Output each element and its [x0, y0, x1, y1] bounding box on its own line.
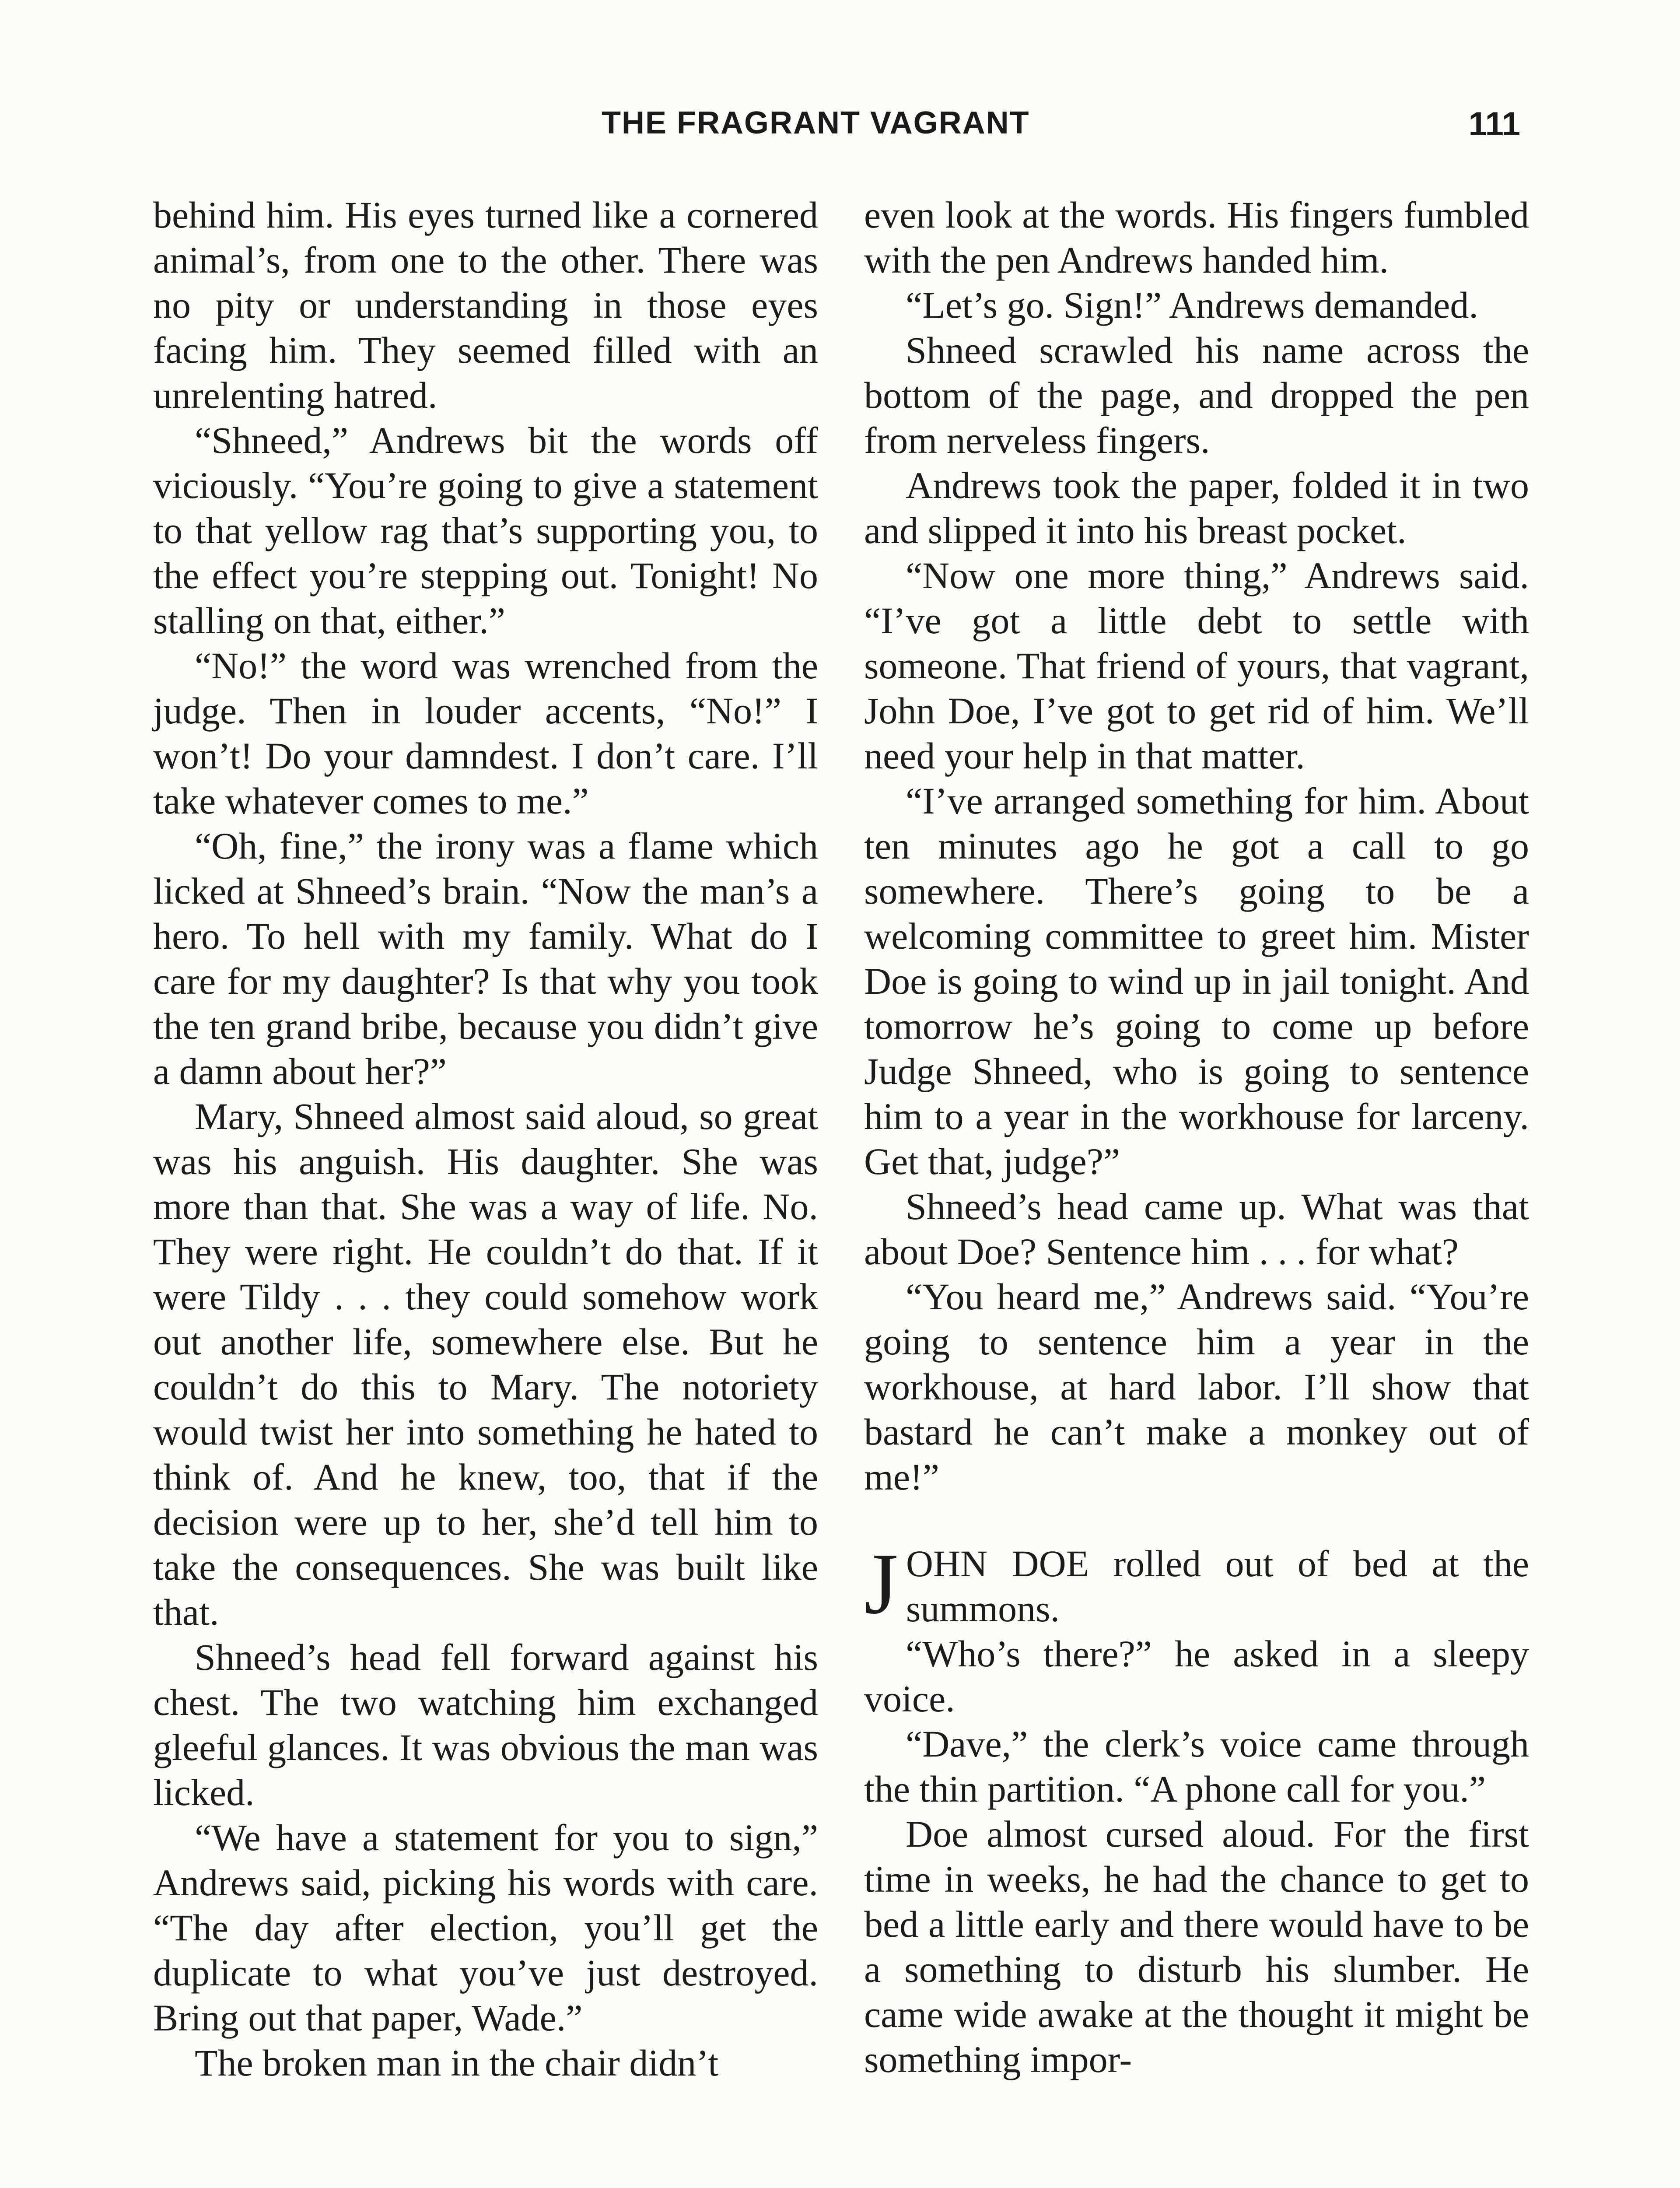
left-column: [153, 193, 818, 2086]
paragraph: “We have a statement for you to sign,” Andrews said, picking his words with care. “The day after election, you’ll get the duplicate to what you’ve just destroyed. Bring out that paper, Wade.”: [153, 1816, 818, 2039]
paragraph: Shneed scrawled his name across the bottom of the page, and dropped the pen from nerveless fingers.: [864, 329, 1529, 461]
paragraph: “Oh, fine,” the irony was a flame which licked at Shneed’s brain. “Now the man’s a hero. To hell with my family. What do I care for my daughter? Is that why you took the ten grand bribe, because you didn’t give a damn about her?”: [153, 825, 818, 1092]
page-header: [151, 105, 1520, 153]
paragraph: “Dave,” the clerk’s voice came through the thin partition. “A phone call for you.”: [864, 1723, 1529, 1810]
paragraph: “Let’s go. Sign!” Andrews demanded.: [906, 284, 1478, 326]
paragraph: even look at the words. His fingers fumbled with the pen Andrews handed him.: [864, 194, 1529, 281]
paragraph: The broken man in the chair didn’t: [195, 2042, 719, 2084]
paragraph: behind him. His eyes turned like a cornered animal’s, from one to the other. There was no pity or understanding in those eyes facing him. They seemed filled with an unrelenting hatred.: [153, 194, 818, 416]
paragraph: “No!” the word was wrenched from the judge. Then in louder accents, “No!” I won’t! Do your damndest. I don’t care. I’ll take whatever comes to me.”: [153, 645, 818, 822]
paragraph: Andrews took the paper, folded it in two and slipped it into his breast pocket.: [864, 464, 1529, 551]
paragraph: Mary, Shneed almost said aloud, so great was his anguish. His daughter. She was more than that. She was a way of life. No. They were right. He couldn’t do that. If it were Tildy . . . they could somehow work out another life, somewhere else. But he couldn’t do this to Mary. The notoriety would twist her into something he hated to think of. And he knew, too, that if the decision were up to her, she’d tell him to take the consequences. She was built like that.: [153, 1095, 818, 1633]
paragraph: “Shneed,” Andrews bit the words off viciously. “You’re going to give a statement to that yellow rag that’s supporting you, to the effect you’re stepping out. Tonight! No stalling on that, either.”: [153, 419, 818, 642]
right-column: [864, 193, 1529, 2082]
paragraph: “Now one more thing,” Andrews said. “I’ve got a little debt to settle with someone. That friend of yours, that vagrant, John Doe, I’ve got to get rid of him. We’ll need your help in that matter.: [864, 554, 1529, 777]
paragraph-text: OHN DOE rolled out of bed at the summons.: [906, 1543, 1529, 1630]
page-number: 111: [1468, 105, 1520, 143]
paragraph: “I’ve arranged something for him. About ten minutes ago he got a call to go somewhere. There’s going to be a welcoming committee to greet him. Mister Doe is going to wind up in jail tonight. And tomorrow he’s going to come up before Judge Shneed, who is going to sentence him to a year in the workhouse for larceny. Get that, judge?”: [864, 780, 1529, 1182]
paragraph: Doe almost cursed aloud. For the first time in weeks, he had the chance to get to bed a little early and there would have to be a something to disturb his slumber. He came wide awake at the thought it might be something impor-: [864, 1813, 1529, 2080]
paragraph: Shneed’s head came up. What was that about Doe? Sentence him . . . for what?: [864, 1185, 1529, 1273]
paragraph: “Who’s there?” he asked in a sleepy voice.: [864, 1633, 1529, 1720]
section-start-paragraph: [864, 1536, 1529, 1632]
drop-cap: J: [864, 1536, 898, 1632]
running-title: THE FRAGRANT VAGRANT: [602, 105, 1030, 140]
paragraph: “You heard me,” Andrews said. “You’re going to sentence him a year in the workhouse, at hard labor. I’ll show that bastard he can’t make a monkey out of me!”: [864, 1276, 1529, 1498]
paragraph: Shneed’s head fell forward against his chest. The two watching him exchanged gleeful glances. It was obvious the man was licked.: [153, 1636, 818, 1813]
